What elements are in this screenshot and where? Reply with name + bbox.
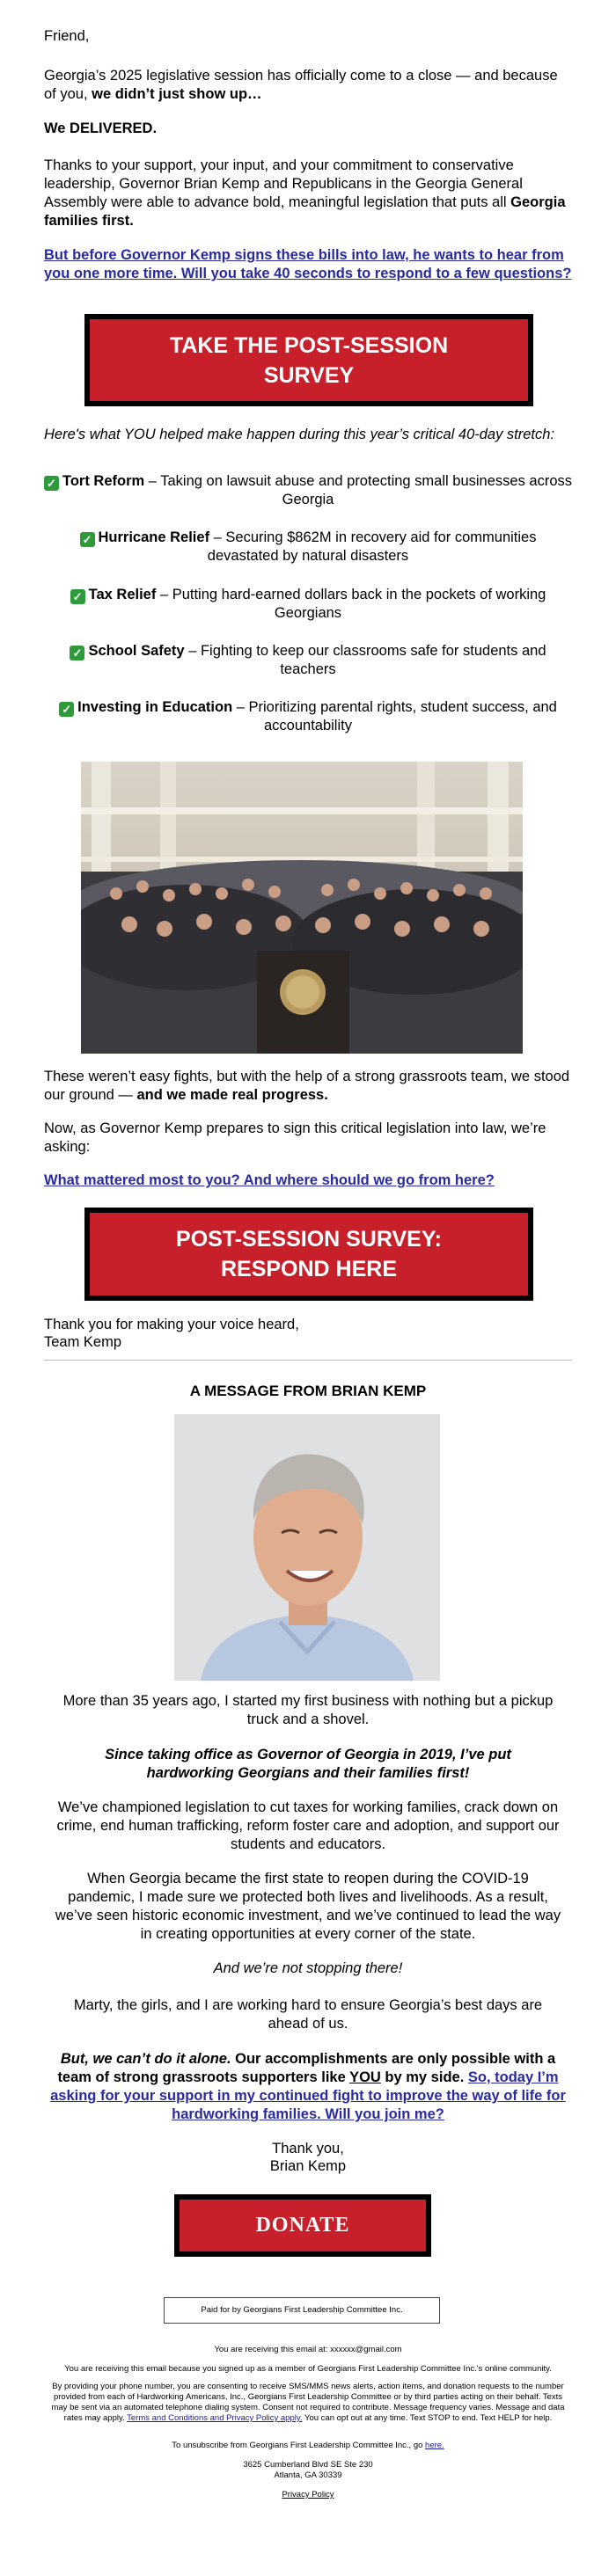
checkmark-icon: ✓: [44, 476, 59, 491]
take-survey-button[interactable]: TAKE THE POST-SESSION SURVEY: [84, 314, 533, 406]
paid-for-box: Paid for by Georgians First Leadership Committee Inc.: [164, 2297, 440, 2324]
fights-paragraph: These weren’t easy fights, but with the help of a strong grassroots team, we stood our ground — and we made real progress.: [44, 1069, 570, 1103]
checkmark-icon: ✓: [59, 702, 74, 717]
signoff-thanks: Thank you,: [272, 2141, 344, 2156]
terms-privacy-link[interactable]: Terms and Conditions and Privacy Policy apply.: [127, 2413, 303, 2423]
helped-intro: Here's what YOU helped make happen during this year’s critical 40-day stretch:: [44, 427, 555, 442]
win-item-tort-reform: ✓ Tort Reform – Taking on lawsuit abuse and protecting small businesses across Georgia: [44, 472, 572, 509]
message-heading: A MESSAGE FROM BRIAN KEMP: [189, 1383, 427, 1399]
checkmark-icon: ✓: [80, 532, 95, 547]
signed-up-line: You are receiving this email because you signed up as a member of Georgians First Leadership Committee Inc.'s online community.: [64, 2364, 552, 2374]
thanks-line: Thank you for making your voice heard,: [44, 1317, 299, 1332]
checkmark-icon: ✓: [70, 589, 85, 604]
portrait-graphic: [174, 1414, 440, 1681]
greeting: Friend,: [44, 28, 90, 44]
intro-paragraph: Georgia’s 2025 legislative session has officially come to a close — and because of you, we didn’t just show up…: [44, 68, 558, 102]
message-p1: More than 35 years ago, I started my first business with nothing but a pickup truck and a shovel.: [62, 1693, 554, 1727]
capitol-photo-graphic: [81, 762, 523, 1054]
receiving-email-line: You are receiving this email at: xxxxxx@gmail.com: [214, 2345, 402, 2354]
win-item-education: ✓ Investing in Education – Prioritizing parental rights, student success, and accountability: [44, 698, 572, 735]
respond-survey-button[interactable]: POST-SESSION SURVEY: RESPOND HERE: [84, 1208, 533, 1301]
unsubscribe-link[interactable]: here.: [425, 2441, 444, 2450]
asking-paragraph: Now, as Governor Kemp prepares to sign this critical legislation into law, we’re asking:: [44, 1120, 546, 1155]
privacy-policy-link[interactable]: Privacy Policy: [282, 2490, 334, 2499]
unsubscribe-line: To unsubscribe from Georgians First Leadership Committee Inc., go here.: [172, 2441, 444, 2450]
win-item-school-safety: ✓ School Safety – Fighting to keep our classrooms safe for students and teachers: [44, 642, 572, 679]
address-line-1: 3625 Cumberland Blvd SE Ste 230: [243, 2460, 373, 2470]
win-item-tax-relief: ✓ Tax Relief – Putting hard-earned dollars back in the pockets of working Georgians: [44, 586, 572, 623]
privacy-policy-line: [44, 2490, 572, 2500]
message-p5: And we’re not stopping there!: [213, 1960, 403, 1976]
signoff-name: Brian Kemp: [269, 2158, 347, 2174]
donate-button[interactable]: DONATE: [174, 2194, 431, 2257]
message-p4: When Georgia became the first state to reopen during the COVID-19 pandemic, I made sure we protected both lives and livelihoods. As a result, we’ve seen historic economic investment, and we’ve continued to lead the way in creating opportunities at every corner of the state.: [55, 1871, 561, 1942]
join-me-link[interactable]: So, today I’m asking for your support in my continued fight to improve the way of life for hardworking families. Will you join me?: [50, 2069, 566, 2122]
message-p7: But, we can’t do it alone. Our accomplishments are only possible with a team of strong grassroots supporters like YOU by my side. So, today I’m asking for your support in my continued fight to improve the way of life for hardworking families. Will you join me?: [50, 2051, 566, 2122]
message-p2: Since taking office as Governor of Georgia in 2019, I’ve put hardworking Georgians and their families first!: [105, 1747, 511, 1781]
checkmark-icon: ✓: [70, 646, 84, 660]
brian-kemp-portrait: [174, 1414, 440, 1681]
support-paragraph: Thanks to your support, your input, and your commitment to conservative leadership, Governor Brian Kemp and Republicans in the Georgia General Assembly were able to advance bold, meaningful legislation that puts all Georgia families first.: [44, 157, 566, 229]
survey-text-link-2[interactable]: What mattered most to you? And where should we go from here?: [44, 1172, 495, 1188]
signoff-team: Team Kemp: [44, 1334, 122, 1350]
message-p6: Marty, the girls, and I are working hard to ensure Georgia’s best days are ahead of us.: [73, 1997, 543, 2032]
delivered-heading: We DELIVERED.: [44, 120, 158, 136]
message-p3: We’ve championed legislation to cut taxes for working families, crack down on crime, end human trafficking, reform foster care and adoption, and support our students and educators.: [56, 1799, 560, 1852]
sms-consent-text: By providing your phone number, you are consenting to receive SMS/MMS news alerts, action items, and donation requests to the number provided from each of Hardworking Americans, Inc., Georgians First Leadership Committee or by third parties acting on their behalf. Texts may be sent via an automated telephone dialing system. Consent not required to contribute. Message frequency varies. Message and data rates may apply. Terms and Conditions and Privacy Policy apply. You can opt out at any time. Text STOP to end. Text HELP for help.: [51, 2382, 565, 2423]
survey-text-link-1[interactable]: But before Governor Kemp signs these bills into law, he wants to hear from you one more time. Will you take 40 seconds to respond to a few questions?: [44, 247, 572, 281]
capitol-group-photo: [81, 762, 523, 1054]
win-item-hurricane-relief: ✓ Hurricane Relief – Securing $862M in recovery aid for communities devastated by natural disasters: [44, 529, 572, 566]
address-line-2: Atlanta, GA 30339: [274, 2470, 342, 2480]
section-divider: [44, 1360, 572, 1361]
